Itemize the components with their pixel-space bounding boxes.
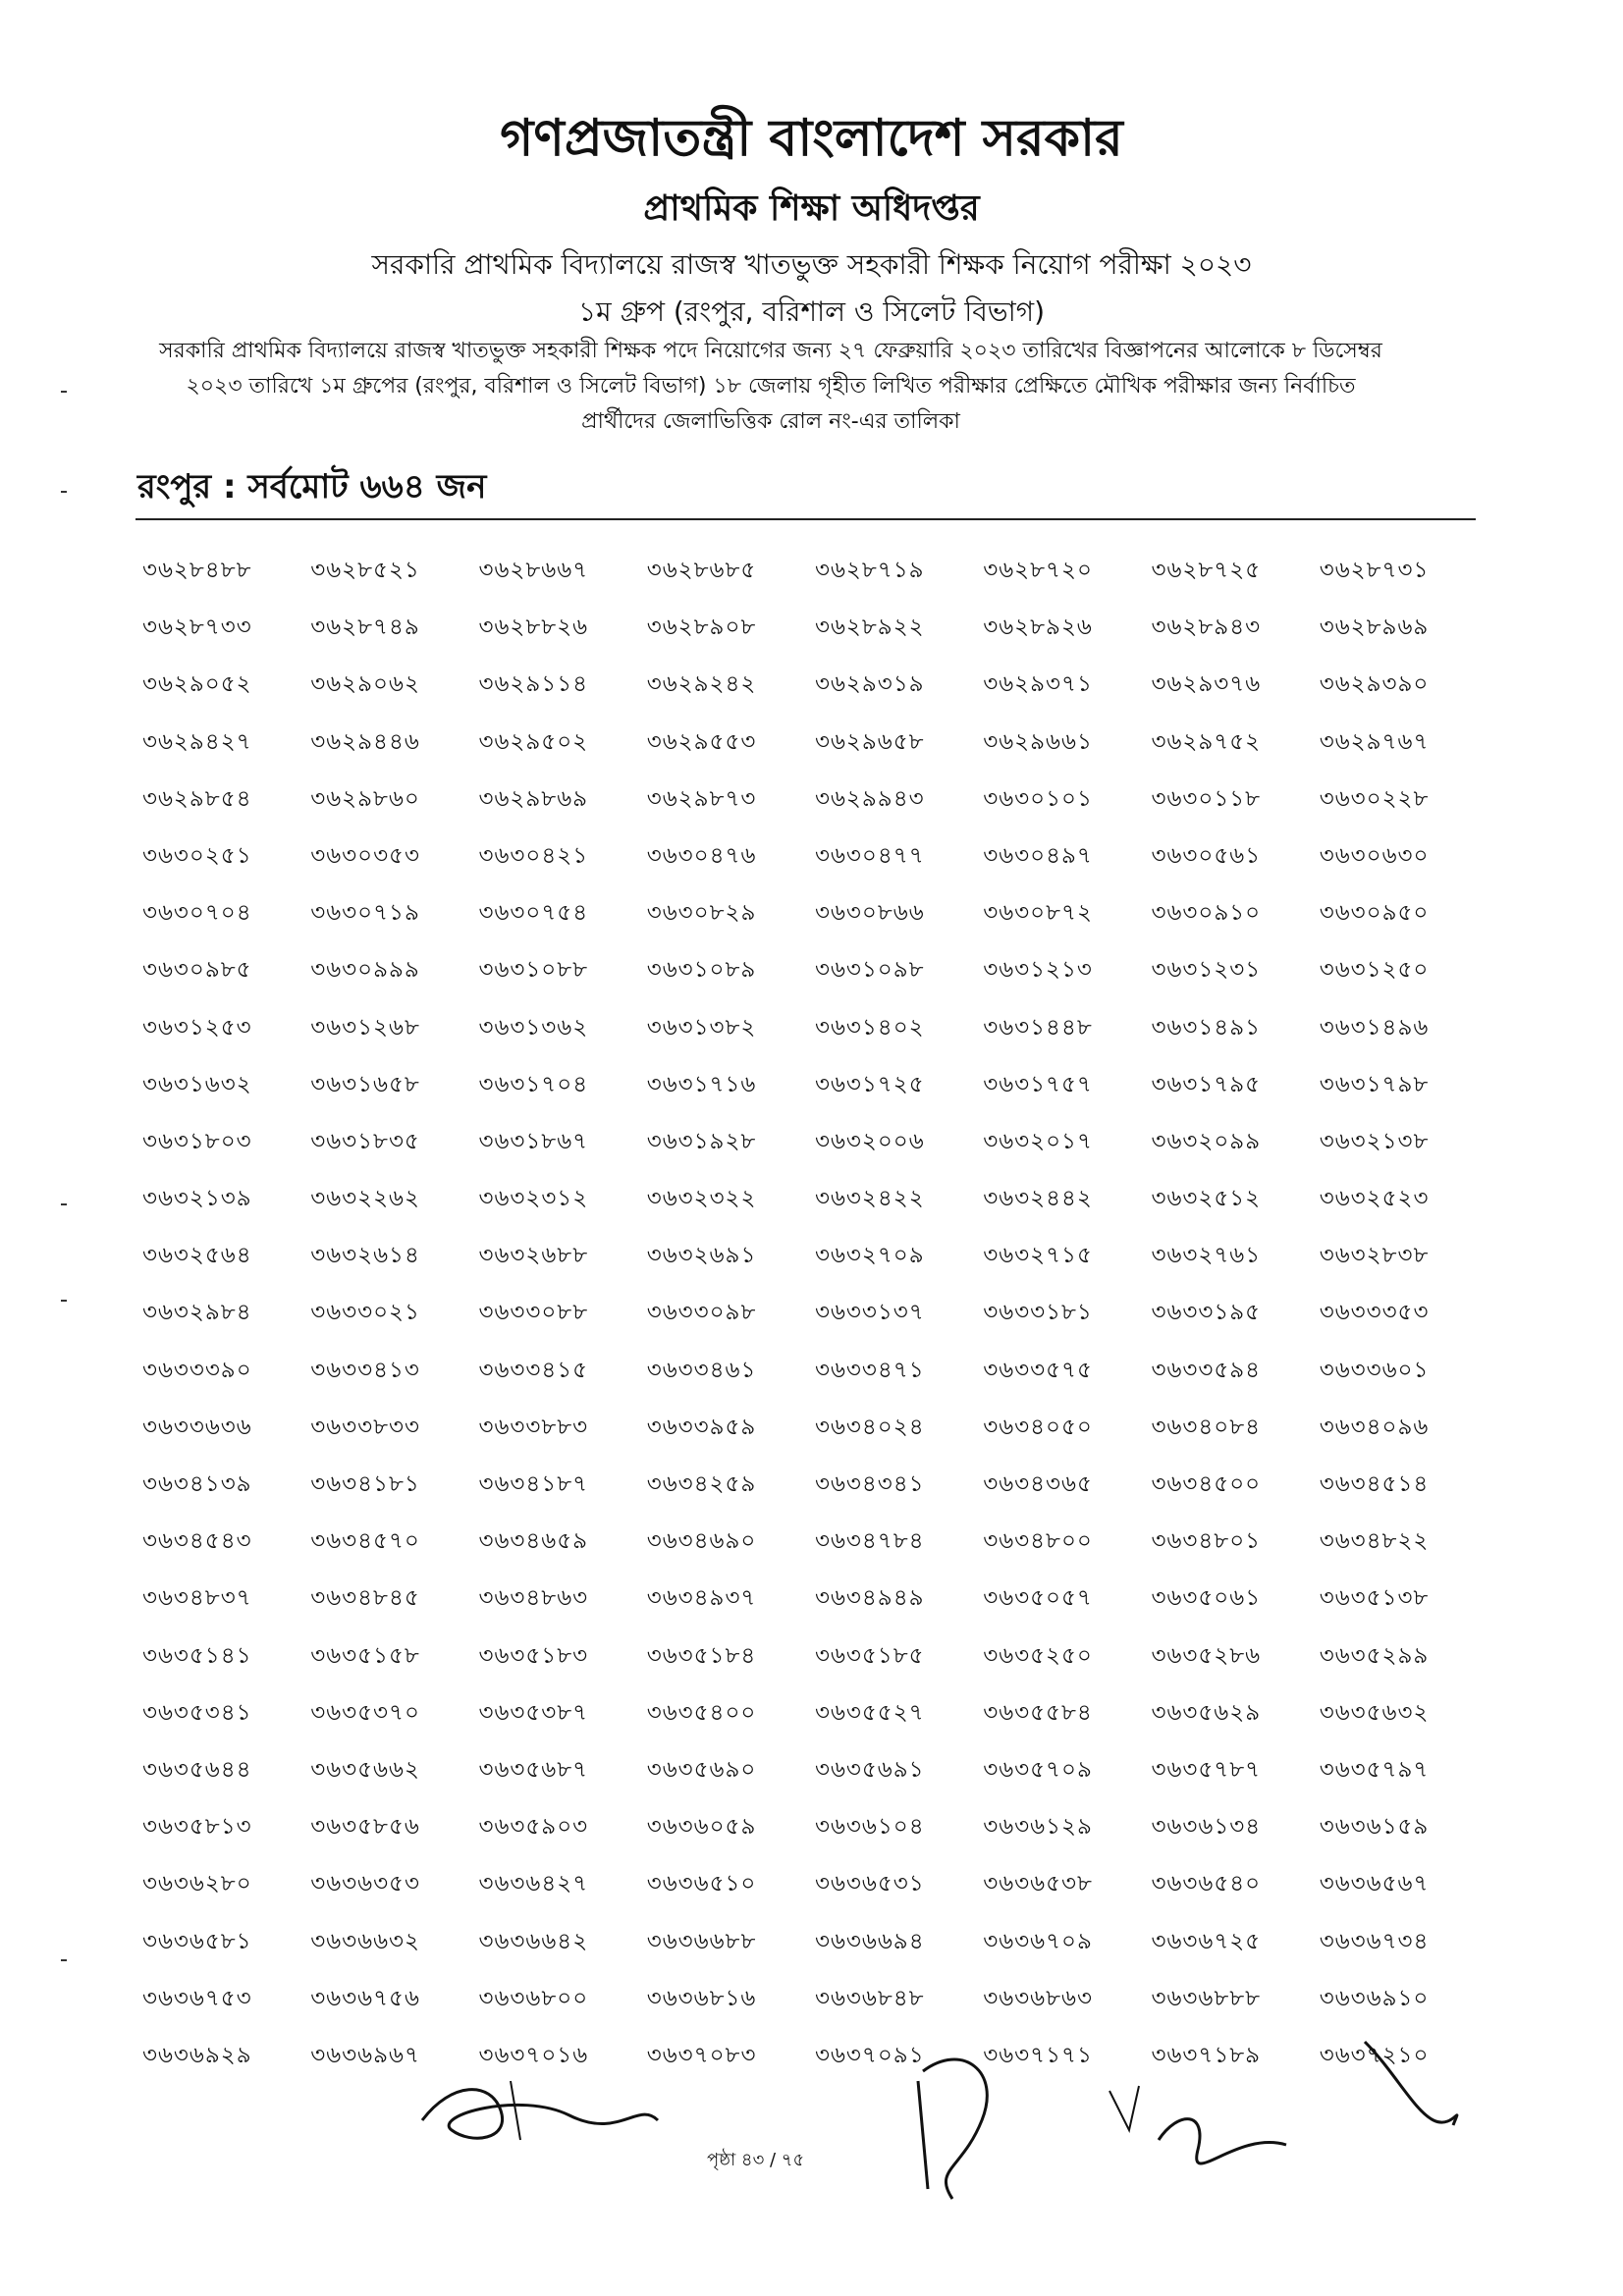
roll-number: ৩৬৩০৭৫৪ xyxy=(478,900,589,927)
roll-number: ৩৬৩১০৮৮ xyxy=(478,957,589,984)
roll-number: ৩৬৩০৪৭৭ xyxy=(815,842,925,869)
roll-number: ৩৬৩০৮২৯ xyxy=(646,900,757,927)
roll-number: ৩৬৩৪৬৯০ xyxy=(646,1528,757,1555)
roll-number: ৩৬৩৬২৮০ xyxy=(142,1871,252,1897)
roll-number: ৩৬৩৪৩৬৫ xyxy=(983,1471,1093,1497)
roll-number: ৩৬২৯৫০২ xyxy=(478,728,589,755)
roll-number: ৩৬৩৩০৮৮ xyxy=(478,1300,589,1326)
roll-number: ৩৬৩০৬৩০ xyxy=(1319,842,1430,869)
roll-number: ৩৬২৯০৬২ xyxy=(310,671,420,698)
roll-number: ৩৬৩৫৯০৩ xyxy=(478,1814,589,1841)
roll-number: ৩৬৩৫৬৯১ xyxy=(815,1756,925,1783)
roll-number: ৩৬২৯১১৪ xyxy=(478,671,589,698)
roll-number: ৩৬২৯৯৪৩ xyxy=(815,785,925,812)
roll-number: ৩৬২৮৭১৯ xyxy=(815,558,925,583)
roll-number: ৩৬৩৫৬৯০ xyxy=(646,1756,757,1783)
roll-number: ৩৬৩৭০১৬ xyxy=(478,2042,589,2068)
roll-number: ৩৬৩১৮০৩ xyxy=(142,1128,252,1154)
roll-number: ৩৬৩৪৮৩৭ xyxy=(142,1585,252,1612)
roll-number: ৩৬৩০২২৮ xyxy=(1319,785,1430,812)
roll-number: ৩৬৩৩৪১৫ xyxy=(478,1357,589,1383)
roll-number: ৩৬৩৫০৬১ xyxy=(1151,1585,1262,1612)
margin-mark xyxy=(61,1203,67,1205)
group-subtitle: ১ম গ্রুপ (রংপুর, বরিশাল ও সিলেট বিভাগ) xyxy=(577,295,1046,328)
roll-number: ৩৬৩০৮৬৬ xyxy=(815,900,925,927)
roll-number: ৩৬৩৪৮৬৩ xyxy=(478,1585,589,1612)
roll-number: ৩৬৩১৭৯৮ xyxy=(1319,1071,1430,1097)
roll-number: ৩৬৩১২১৩ xyxy=(983,957,1093,984)
roll-number: ৩৬৩৫১৪১ xyxy=(142,1642,252,1669)
roll-number: ৩৬৩৫৮৫৬ xyxy=(310,1814,420,1841)
roll-number: ৩৬৩৫৩৪১ xyxy=(142,1699,252,1726)
roll-number: ৩৬২৯৬৬১ xyxy=(983,728,1093,755)
roll-number: ৩৬৩৬৫৩৮ xyxy=(983,1871,1093,1897)
roll-number: ৩৬৩৬৮৮৮ xyxy=(1151,1985,1262,2011)
roll-number: ৩৬৩৬৫৩১ xyxy=(815,1871,925,1897)
roll-number: ৩৬৩৬১৫৯ xyxy=(1319,1814,1430,1841)
roll-number: ৩৬৩৩৯৫৯ xyxy=(646,1414,757,1440)
roll-number: ৩৬৩৩৫৭৫ xyxy=(983,1357,1093,1383)
roll-number: ৩৬৩১৬৩২ xyxy=(142,1071,252,1097)
roll-number: ৩৬৩২৪৪২ xyxy=(983,1186,1093,1212)
roll-number: ৩৬৩২৬১৪ xyxy=(310,1243,420,1269)
roll-number: ৩৬৩২৮৩৮ xyxy=(1319,1243,1430,1269)
roll-number: ৩৬৩২৭০৯ xyxy=(815,1243,925,1269)
roll-number: ৩৬৩৬৫৬৭ xyxy=(1319,1871,1430,1897)
roll-number: ৩৬৩৬৮৪৮ xyxy=(815,1985,925,2011)
roll-number: ৩৬২৯৮৬০ xyxy=(310,785,420,812)
roll-number: ৩৬৩০৪২১ xyxy=(478,842,589,869)
roll-number: ৩৬৩১৪৪৮ xyxy=(983,1014,1093,1041)
roll-number: ৩৬৩৩৪৭১ xyxy=(815,1357,925,1383)
roll-number: ৩৬৩৪৫০০ xyxy=(1151,1471,1262,1497)
roll-number: ৩৬৩১২৫০ xyxy=(1319,957,1430,984)
roll-number-grid xyxy=(142,552,1488,2094)
notice-paragraph: সরকারি প্রাথমিক বিদ্যালয়ে রাজস্ব খাতভুক্ত সহকারী শিক্ষক পদে নিয়োগের জন্য ২৭ ফেব্রুয়ারি ২০২৩ তারিখের বিজ্ঞাপনের আলোকে ৮ ডিসেম্বর ২০২৩ তারিখে ১ম গ্রুপের (রংপুর, বরিশাল ও সিলেট বিভাগ) ১৮ জেলায় গৃহীত লিখিত পরীক্ষার প্রেক্ষিতে মৌখিক পরীক্ষার জন্য নির্বাচিত প্রার্থীদের জেলাভিত্তিক রোল নং-এর তালিকা xyxy=(159,339,1382,434)
roll-number: ৩৬৩৪১৩৯ xyxy=(142,1471,252,1497)
roll-number: ৩৬৩১৩৮২ xyxy=(646,1014,757,1041)
roll-number: ৩৬৩১২৩১ xyxy=(1151,957,1262,984)
roll-number: ৩৬২৯৫৫৩ xyxy=(646,728,757,755)
roll-number: ৩৬৩৬৯৬৭ xyxy=(310,2042,420,2068)
margin-mark xyxy=(61,391,67,393)
roll-number: ৩৬২৯৬৫৮ xyxy=(815,728,925,755)
roll-number: ৩৬৩৩০২১ xyxy=(310,1300,420,1326)
roll-number: ৩৬২৮৯২২ xyxy=(815,614,925,641)
roll-number: ৩৬৩১৯২৮ xyxy=(646,1128,757,1154)
roll-number: ৩৬৩৩৪৬১ xyxy=(646,1357,757,1383)
roll-number: ৩৬৩৫৮১৩ xyxy=(142,1814,252,1841)
roll-number: ৩৬৩৫৩৮৭ xyxy=(478,1699,589,1726)
roll-number: ৩৬৩৬০৫৯ xyxy=(646,1814,757,1841)
roll-number: ৩৬২৮৭২০ xyxy=(983,558,1093,583)
roll-number: ৩৬৩৬৬৩২ xyxy=(310,1928,420,1954)
roll-number: ৩৬৩৪৭৮৪ xyxy=(815,1528,925,1555)
roll-number: ৩৬৩৪৫৪৩ xyxy=(142,1528,252,1555)
roll-number: ৩৬৩৬৮১৬ xyxy=(646,1985,757,2011)
roll-number: ৩৬৩৩১৯৫ xyxy=(1151,1300,1262,1326)
roll-number: ৩৬৩৫১৮৪ xyxy=(646,1642,757,1669)
roll-number: ৩৬২৮৭৩১ xyxy=(1319,558,1430,583)
roll-number: ৩৬২৮৯২৬ xyxy=(983,614,1093,641)
roll-number: ৩৬৩৬৪২৭ xyxy=(478,1871,589,1897)
roll-number: ৩৬৩২৩১২ xyxy=(478,1186,589,1212)
roll-number: ৩৬২৯৮৬৯ xyxy=(478,785,589,812)
roll-number: ৩৬২৯৭৬৭ xyxy=(1319,728,1430,755)
roll-number: ৩৬৩২৬৯১ xyxy=(646,1243,757,1269)
roll-number: ৩৬৩১৭২৫ xyxy=(815,1071,925,1097)
roll-number: ৩৬৩৩৬৩৬ xyxy=(142,1414,252,1440)
roll-number: ৩৬৩৩৮৮৩ xyxy=(478,1414,589,1440)
roll-number: ৩৬৩০৯৫০ xyxy=(1319,900,1430,927)
roll-number: ৩৬৩৭০৮৩ xyxy=(646,2042,757,2068)
margin-mark xyxy=(61,1959,67,1961)
roll-number: ৩৬৩৫৬৮৭ xyxy=(478,1756,589,1783)
roll-number: ৩৬২৮৮২৬ xyxy=(478,614,589,641)
roll-number: ৩৬৩৫২৮৬ xyxy=(1151,1642,1262,1669)
roll-number: ৩৬৩৬৬৯৪ xyxy=(815,1928,925,1954)
roll-number: ৩৬৩২৫২৩ xyxy=(1319,1186,1430,1212)
roll-number: ৩৬২৮৭৪৯ xyxy=(310,614,420,641)
roll-number: ৩৬৩৫৭৮৭ xyxy=(1151,1756,1262,1783)
roll-number: ৩৬৩৪৮২২ xyxy=(1319,1528,1430,1555)
roll-number: ৩৬৩২৪২২ xyxy=(815,1186,925,1212)
signature-3 xyxy=(1100,2071,1296,2179)
roll-number: ৩৬৩৬৯১০ xyxy=(1319,1985,1430,2011)
page-number: পৃষ্ঠা ৪৩ / ৭৫ xyxy=(707,2150,805,2170)
roll-number: ৩৬২৯৭৫২ xyxy=(1151,728,1262,755)
signature-2 xyxy=(903,2042,1011,2209)
roll-number: ৩৬৩২৫৬৪ xyxy=(142,1243,252,1269)
roll-number: ৩৬৩৬৮০০ xyxy=(478,1985,589,2011)
roll-number: ৩৬২৮৭২৫ xyxy=(1151,558,1262,583)
roll-number: ৩৬৩৩১৮১ xyxy=(983,1300,1093,1326)
roll-number: ৩৬২৯৩৭৬ xyxy=(1151,671,1262,698)
roll-number: ৩৬২৮৯৬৯ xyxy=(1319,614,1430,641)
roll-number: ৩৬৩৫১৮৩ xyxy=(478,1642,589,1669)
roll-number: ৩৬৩২৫১২ xyxy=(1151,1186,1262,1212)
roll-number: ৩৬৩১২৫৩ xyxy=(142,1014,252,1041)
roll-number: ৩৬৩২০১৭ xyxy=(983,1128,1093,1154)
roll-number: ৩৬৩২১৩৯ xyxy=(142,1186,252,1212)
roll-number: ৩৬৩১৪৯১ xyxy=(1151,1014,1262,1041)
roll-number: ৩৬৩১০৮৯ xyxy=(646,957,757,984)
roll-number: ৩৬৩০৫৬১ xyxy=(1151,842,1262,869)
roll-number: ৩৬৩০৯১০ xyxy=(1151,900,1262,927)
roll-number: ৩৬৩১৮৬৭ xyxy=(478,1128,589,1154)
roll-number: ৩৬২৮৭৩৩ xyxy=(142,614,252,641)
roll-number: ৩৬২৯৮৫৪ xyxy=(142,785,252,812)
roll-number: ৩৬৩২৭১৫ xyxy=(983,1243,1093,1269)
roll-number: ৩৬৩৫০৫৭ xyxy=(983,1585,1093,1612)
roll-number: ৩৬৩৫১৩৮ xyxy=(1319,1585,1430,1612)
page-title: গণপ্রজাতন্ত্রী বাংলাদেশ সরকার xyxy=(500,109,1123,168)
roll-number: ৩৬৩১২৬৮ xyxy=(310,1014,420,1041)
roll-number: ৩৬৩৬৭৩৪ xyxy=(1319,1928,1430,1954)
roll-number: ৩৬২৯৪২৭ xyxy=(142,728,252,755)
roll-number: ৩৬২৮৪৮৮ xyxy=(142,558,252,583)
roll-number: ৩৬৩২০০৬ xyxy=(815,1128,925,1154)
roll-number: ৩৬৩৫৬৩২ xyxy=(1319,1699,1430,1726)
roll-number: ৩৬৩৫৭৯৭ xyxy=(1319,1756,1430,1783)
roll-number: ৩৬৩৫২৯৯ xyxy=(1319,1642,1430,1669)
roll-number: ৩৬৩৪৫১৪ xyxy=(1319,1471,1430,1497)
roll-number: ৩৬৩৬৫১০ xyxy=(646,1871,757,1897)
roll-number: ৩৬৩৬৮৬৩ xyxy=(983,1985,1093,2011)
roll-number: ৩৬৩০৩৫৩ xyxy=(310,842,420,869)
roll-number: ৩৬৩৪২৫৯ xyxy=(646,1471,757,1497)
roll-number: ৩৬৩৫১৫৮ xyxy=(310,1642,420,1669)
roll-number: ৩৬২৯০৫২ xyxy=(142,671,252,698)
roll-number: ৩৬৩০৪৯৭ xyxy=(983,842,1093,869)
roll-number: ৩৬৩৬৭৫৬ xyxy=(310,1985,420,2011)
roll-number: ৩৬২৯৪৪৬ xyxy=(310,728,420,755)
signature-1 xyxy=(412,2061,668,2150)
roll-number: ৩৬২৮৫২১ xyxy=(310,558,420,583)
roll-number: ৩৬৩৬৭৫৩ xyxy=(142,1985,252,2011)
roll-number: ৩৬৩১০৯৮ xyxy=(815,957,925,984)
roll-number: ৩৬৩৪৯৪৯ xyxy=(815,1585,925,1612)
roll-number: ৩৬৩১৪৯৬ xyxy=(1319,1014,1430,1041)
roll-number: ৩৬৩২১৩৮ xyxy=(1319,1128,1430,1154)
roll-number: ৩৬৩৬৭২৫ xyxy=(1151,1928,1262,1954)
roll-number: ৩৬৩৬৬৪২ xyxy=(478,1928,589,1954)
signature-4 xyxy=(1355,2032,1473,2140)
department-name: প্রাথমিক শিক্ষা অধিদপ্তর xyxy=(643,188,980,229)
roll-number: ৩৬৩৩৮৩৩ xyxy=(310,1414,420,1440)
roll-number: ৩৬৩২৬৮৮ xyxy=(478,1243,589,1269)
roll-number: ৩৬৩৪৮০১ xyxy=(1151,1528,1262,1555)
roll-number: ৩৬৩২৭৬১ xyxy=(1151,1243,1262,1269)
margin-mark xyxy=(61,1300,67,1302)
roll-number: ৩৬৩১৩৬২ xyxy=(478,1014,589,1041)
roll-number: ৩৬৩০৮৭২ xyxy=(983,900,1093,927)
roll-number: ৩৬৩৪৫৭০ xyxy=(310,1528,420,1555)
roll-number: ৩৬৩৪৮০০ xyxy=(983,1528,1093,1555)
roll-number: ৩৬৩১৬৫৮ xyxy=(310,1071,420,1097)
roll-number: ৩৬৩৫১৮৫ xyxy=(815,1642,925,1669)
roll-number: ৩৬২৮৬৬৭ xyxy=(478,558,589,583)
roll-number: ৩৬৩৪৮৪৫ xyxy=(310,1585,420,1612)
roll-number: ৩৬৩১৭৫৭ xyxy=(983,1071,1093,1097)
roll-number: ৩৬৩৭০৯১ xyxy=(815,2042,925,2068)
roll-number: ৩৬৩৬৩৫৩ xyxy=(310,1871,420,1897)
roll-number: ৩৬২৮৯০৮ xyxy=(646,614,757,641)
roll-number: ৩৬৩৬৫৮১ xyxy=(142,1928,252,1954)
roll-number: ৩৬৩৪০৯৬ xyxy=(1319,1414,1430,1440)
roll-number: ৩৬৩৫৭০৯ xyxy=(983,1756,1093,1783)
roll-number: ৩৬৩৫৪০০ xyxy=(646,1699,757,1726)
roll-number: ৩৬২৮৯৪৩ xyxy=(1151,614,1262,641)
roll-number: ৩৬৩১৪০২ xyxy=(815,1014,925,1041)
roll-number: ৩৬৩০৪৭৬ xyxy=(646,842,757,869)
roll-number: ৩৬৩২৩২২ xyxy=(646,1186,757,1212)
roll-number: ৩৬৩৪১৮১ xyxy=(310,1471,420,1497)
roll-number: ৩৬২৯৩৭১ xyxy=(983,671,1093,698)
roll-number: ৩৬৩৩৩৫৩ xyxy=(1319,1300,1430,1326)
roll-number: ৩৬৩১৭১৬ xyxy=(646,1071,757,1097)
roll-number: ৩৬৩৬১০৪ xyxy=(815,1814,925,1841)
roll-number: ৩৬৩৪১৮৭ xyxy=(478,1471,589,1497)
roll-number: ৩৬৩৬৯২৯ xyxy=(142,2042,252,2068)
roll-number: ৩৬৩৪৯৩৭ xyxy=(646,1585,757,1612)
roll-number: ৩৬৩৪০২৪ xyxy=(815,1414,925,1440)
roll-number: ৩৬৩৫৩৭০ xyxy=(310,1699,420,1726)
roll-number: ৩৬৩০৯৯৯ xyxy=(310,957,420,984)
roll-number: ৩৬৩১৭০৪ xyxy=(478,1071,589,1097)
roll-number: ৩৬৩৩০৯৮ xyxy=(646,1300,757,1326)
roll-number: ৩৬৩০১০১ xyxy=(983,785,1093,812)
district-heading: রংপুর : সর্বমোট ৬৬৪ জন xyxy=(137,467,487,507)
roll-number: ৩৬৩৫৬৬২ xyxy=(310,1756,420,1783)
roll-number: ৩৬৩০১১৮ xyxy=(1151,785,1262,812)
roll-number: ৩৬৩৩৪১৩ xyxy=(310,1357,420,1383)
roll-number: ৩৬৩৩৬০১ xyxy=(1319,1357,1430,1383)
roll-number: ৩৬৩৬১৩৪ xyxy=(1151,1814,1262,1841)
roll-number: ৩৬৩৩৫৯৪ xyxy=(1151,1357,1262,1383)
roll-number: ৩৬৩৭১৭১ xyxy=(983,2042,1093,2068)
roll-number: ৩৬৩৪০৮৪ xyxy=(1151,1414,1262,1440)
roll-number: ৩৬৩৫৬৪৪ xyxy=(142,1756,252,1783)
roll-number: ৩৬৩১৭৯৫ xyxy=(1151,1071,1262,1097)
margin-mark xyxy=(61,491,67,493)
roll-number: ৩৬৩৪৩৪১ xyxy=(815,1471,925,1497)
roll-number: ৩৬৩৪৬৫৯ xyxy=(478,1528,589,1555)
roll-number: ৩৬৩০৯৮৫ xyxy=(142,957,252,984)
roll-number: ৩৬৩৫৫২৭ xyxy=(815,1699,925,1726)
divider xyxy=(135,518,1476,520)
roll-number: ৩৬৩০৭১৯ xyxy=(310,900,420,927)
roll-number: ৩৬৩২২৬২ xyxy=(310,1186,420,1212)
roll-number: ৩৬৩৫৬২৯ xyxy=(1151,1699,1262,1726)
roll-number: ৩৬৩০৭০৪ xyxy=(142,900,252,927)
roll-number: ৩৬৩৩৩৯০ xyxy=(142,1357,252,1383)
roll-number: ৩৬২৯২৪২ xyxy=(646,671,757,698)
roll-number: ৩৬৩৬৬৮৮ xyxy=(646,1928,757,1954)
roll-number: ৩৬২৮৬৮৫ xyxy=(646,558,757,583)
roll-number: ৩৬৩০২৫১ xyxy=(142,842,252,869)
roll-number: ৩৬২৯৩৯০ xyxy=(1319,671,1430,698)
roll-number: ৩৬২৯৮৭৩ xyxy=(646,785,757,812)
roll-number: ৩৬৩৭২১০ xyxy=(1319,2042,1430,2068)
roll-number: ৩৬৩৪০৫০ xyxy=(983,1414,1093,1440)
roll-number: ৩৬৩৫৫৮৪ xyxy=(983,1699,1093,1726)
roll-number: ৩৬৩৫২৫০ xyxy=(983,1642,1093,1669)
roll-number: ৩৬২৯৩১৯ xyxy=(815,671,925,698)
roll-number: ৩৬৩৩১৩৭ xyxy=(815,1300,925,1326)
roll-number: ৩৬৩১৮৩৫ xyxy=(310,1128,420,1154)
roll-number: ৩৬৩২৯৮৪ xyxy=(142,1300,252,1326)
exam-title: সরকারি প্রাথমিক বিদ্যালয়ে রাজস্ব খাতভুক্ত সহকারী শিক্ষক নিয়োগ পরীক্ষা ২০২৩ xyxy=(371,248,1252,281)
roll-number: ৩৬৩৬১২৯ xyxy=(983,1814,1093,1841)
roll-number: ৩৬৩৭১৮৯ xyxy=(1151,2042,1262,2068)
roll-number: ৩৬৩৬৫৪০ xyxy=(1151,1871,1262,1897)
roll-number: ৩৬৩৬৭০৯ xyxy=(983,1928,1093,1954)
roll-number: ৩৬৩২০৯৯ xyxy=(1151,1128,1262,1154)
